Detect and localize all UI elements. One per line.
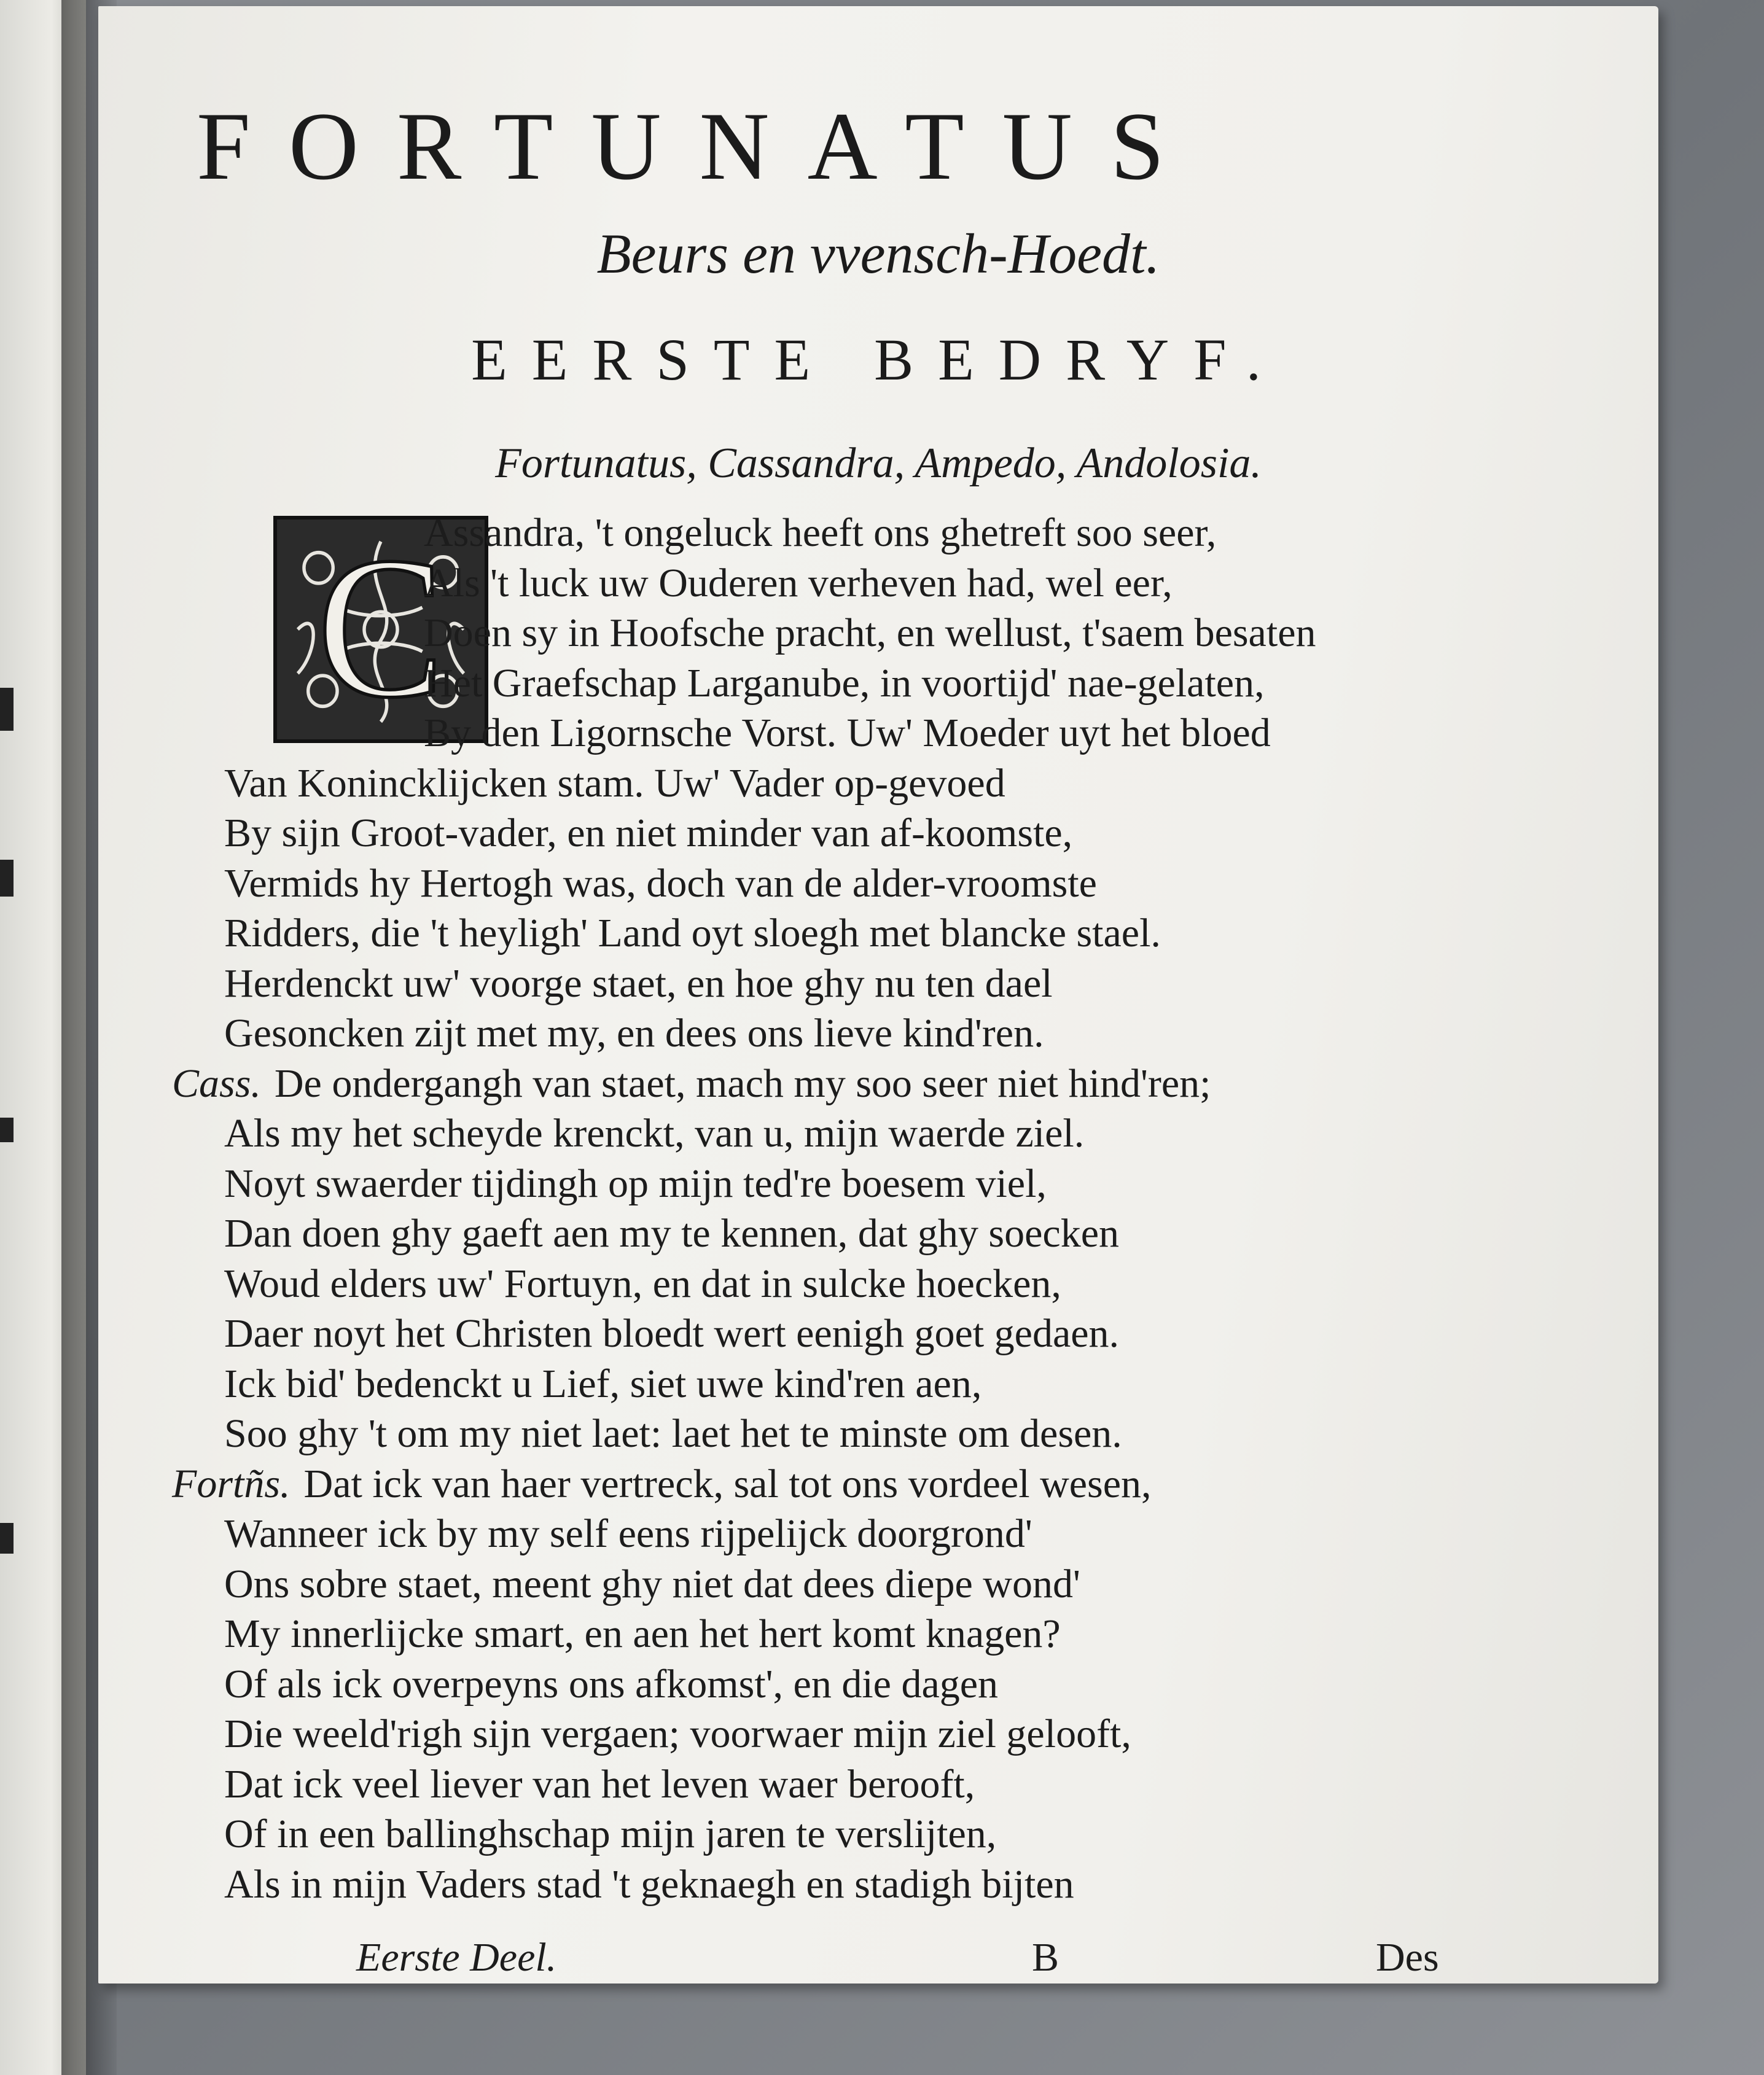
verse-text: Soo ghy 't om my niet laet: laet het te minste om desen.: [224, 1411, 1122, 1456]
verse-text: My innerlijcke smart, en aen het hert komt knagen?: [224, 1611, 1061, 1656]
speaker-label: Cass.: [172, 1061, 261, 1106]
verse-text: Vermids hy Hertogh was, doch van de alder-vroomste: [224, 860, 1097, 906]
verse-line: [224, 1661, 999, 1707]
verse-line: [424, 510, 1217, 555]
verse-text: Woud elders uw' Fortuyn, en dat in sulcke hoecken,: [224, 1261, 1061, 1306]
ink-mark: [0, 688, 14, 731]
verse-text: By sijn Groot-vader, en niet minder van af-koomste,: [224, 811, 1073, 855]
verse-line: [224, 1611, 1061, 1656]
verse-line: [224, 1814, 996, 1855]
verse-text: Dat ick van haer vertreck, sal tot ons vordeel wesen,: [303, 1461, 1152, 1506]
verse-text: Ons sobre staet, meent ghy niet dat dees diepe wond': [224, 1561, 1080, 1606]
verse-line: [224, 1561, 1080, 1606]
verse-line: [224, 1761, 975, 1807]
initial-letter: C: [317, 520, 445, 739]
verse-text: Assandra, 't ongeluck heeft ons ghetreft soo seer,: [424, 510, 1217, 555]
page-title: FORTUNATUS: [197, 93, 1203, 200]
verse-text: Of als ick overpeyns ons afkomst', en die dagen: [224, 1661, 999, 1707]
signature-mark: B: [1032, 1935, 1060, 1980]
verse-line: [424, 710, 1271, 755]
verse-line: [172, 1061, 1211, 1106]
verse-line: [224, 960, 1053, 1006]
verse-text: Wanneer ick by my self eens rijpelijck doorgrond': [224, 1511, 1032, 1556]
page-subtitle: Beurs en vvensch-Hoedt.: [596, 222, 1160, 285]
verse-text: Noyt swaerder tijdingh op mijn ted're boesem viel,: [224, 1161, 1047, 1206]
verse-text: Gesoncken zijt met my, en dees ons lieve kind'ren.: [224, 1011, 1044, 1056]
verse-line: [224, 1213, 1119, 1254]
verse-line: [224, 760, 1005, 806]
verse-text: Herdenckt uw' voorge staet, en hoe ghy nu ten dael: [224, 960, 1053, 1006]
verse-line: [224, 1161, 1047, 1206]
signature-label: Eerste Deel.: [356, 1935, 557, 1980]
ink-mark: [0, 860, 14, 897]
character-list: Fortunatus, Cassandra, Ampedo, Andolosia.: [495, 440, 1262, 487]
verse-line: [172, 1461, 1152, 1506]
verse-line: [224, 1411, 1122, 1456]
verse-line: [424, 610, 1316, 655]
act-heading: EERSTE BEDRYF.: [471, 327, 1286, 392]
verse-line: [424, 660, 1265, 706]
verse-text: Dat ick veel liever van het leven waer berooft,: [224, 1761, 975, 1807]
verse-line: [224, 1361, 982, 1406]
printed-page: [98, 6, 1658, 1984]
verse-text: Als 't luck uw Ouderen verheven had, wel eer,: [424, 560, 1173, 605]
verse-line: [224, 913, 1161, 954]
verse-line: [224, 860, 1097, 906]
verse-text: Dan doen ghy gaeft aen my te kennen, dat ghy soecken: [224, 1211, 1119, 1256]
verse-text: By den Ligornsche Vorst. Uw' Moeder uyt het bloed: [424, 710, 1271, 755]
verse-line: [224, 1113, 1084, 1154]
verse-line: [224, 813, 1072, 854]
verse-text: Als my het scheyde krenckt, van u, mijn waerde ziel.: [224, 1111, 1085, 1156]
verse-text: Als in mijn Vaders stad 't geknaegh en stadigh bijten: [224, 1861, 1074, 1907]
verse-text: Van Konincklijcken stam. Uw' Vader op-gevoed: [224, 760, 1005, 806]
ink-mark: [0, 1118, 14, 1142]
verse-line: [224, 1511, 1032, 1556]
verse-text: Ick bid' bedenckt u Lief, siet uwe kind'ren aen,: [224, 1361, 982, 1406]
verse-line: [224, 1861, 1074, 1907]
verse-line: [224, 1013, 1044, 1054]
verse-text: Of in een ballinghschap mijn jaren te verslijten,: [224, 1812, 997, 1856]
verse-line: [424, 560, 1173, 605]
verse-text: Doen sy in Hoofsche pracht, en wellust, t'saem besaten: [424, 610, 1316, 655]
verse-text: Ridders, die 't heyligh' Land oyt sloegh met blancke stael.: [224, 911, 1161, 956]
verse-line: [224, 1261, 1061, 1306]
verse-line: [224, 1711, 1131, 1756]
verse-line: [224, 1311, 1120, 1356]
catchword: Des: [1376, 1935, 1439, 1980]
speaker-label: Fortñs.: [172, 1461, 291, 1506]
verse-text: Die weeld'righ sijn vergaen; voorwaer mijn ziel gelooft,: [224, 1711, 1131, 1756]
verse-text: Daer noyt het Christen bloedt wert eenigh goet gedaen.: [224, 1311, 1120, 1356]
verse-text: Het Graefschap Larganube, in voortijd' nae-gelaten,: [424, 660, 1265, 706]
verse-text: De ondergangh van staet, mach my soo seer niet hind'ren;: [274, 1061, 1211, 1106]
ink-mark: [0, 1523, 14, 1554]
